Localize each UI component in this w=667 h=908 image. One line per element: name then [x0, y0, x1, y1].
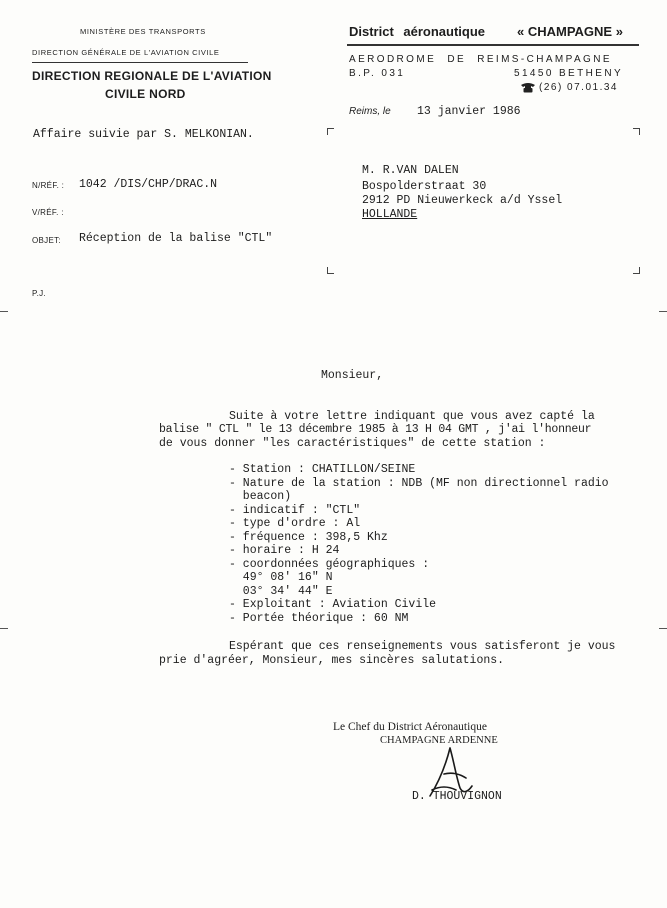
list-item: - Portée théorique : 60 NM	[229, 612, 409, 625]
district-rule	[347, 44, 639, 46]
paragraph-1-line-3: de vous donner "les caractéristiques" de cette station :	[159, 437, 546, 450]
place-label: Reims, le	[349, 106, 391, 117]
subject-label: OBJET:	[32, 236, 61, 245]
list-item: - type d'ordre : Al	[229, 517, 361, 530]
recipient-country: HOLLANDE	[362, 208, 418, 221]
list-item: - coordonnées géographiques :	[229, 558, 430, 571]
aerodrome-name: AERODROME DE REIMS-CHAMPAGNE	[349, 54, 612, 65]
fold-mark-left-bottom	[0, 628, 8, 629]
paragraph-1-line-1: Suite à votre lettre indiquant que vous avez capté la	[229, 410, 595, 423]
address-corner-bottom-left	[327, 267, 334, 274]
subject-value: Réception de la balise "CTL"	[79, 232, 273, 245]
direction-name: DIRECTION GÉNÉRALE DE L'AVIATION CIVILE	[32, 48, 220, 57]
regional-direction-line1: DIRECTION REGIONALE DE L'AVIATION	[32, 69, 272, 83]
list-item: - fréquence : 398,5 Khz	[229, 531, 388, 544]
list-item: - indicatif : "CTL"	[229, 504, 361, 517]
fold-mark-right-bottom	[659, 628, 667, 629]
your-reference-label: V/RÉF. :	[32, 208, 64, 217]
closing-line-1: Espérant que ces renseignements vous satisferont je vous	[229, 640, 616, 653]
paragraph-1-line-2: balise " CTL " le 13 décembre 1985 à 13 H 04 GMT , j'ai l'honneur	[159, 423, 592, 436]
list-item: 49° 08' 16" N	[229, 571, 333, 584]
signatory-name: D. THOUVIGNON	[412, 790, 502, 803]
followed-by: Affaire suivie par S. MELKONIAN.	[33, 128, 254, 141]
regional-direction-line2: CIVILE NORD	[105, 87, 186, 101]
address-corner-top-right	[633, 128, 640, 135]
list-item: - Station : CHATILLON/SEINE	[229, 463, 416, 476]
fold-mark-left-top	[0, 311, 8, 312]
list-item: beacon)	[229, 490, 292, 503]
recipient-city: 2912 PD Nieuwerkeck a/d Yssel	[362, 194, 563, 207]
phone-number: (26) 07.01.34	[539, 82, 618, 93]
signatory-district: CHAMPAGNE ARDENNE	[380, 735, 498, 746]
letter-date: 13 janvier 1986	[417, 105, 521, 118]
postal-code: 51450 BETHENY	[514, 68, 624, 79]
our-reference-label: N/RÉF. :	[32, 181, 65, 190]
list-item: 03° 34' 44" E	[229, 585, 333, 598]
address-corner-bottom-right	[633, 267, 640, 274]
ministry-name: MINISTÈRE DES TRANSPORTS	[80, 27, 206, 36]
closing-line-2: prie d'agréer, Monsieur, mes sincères salutations.	[159, 654, 505, 667]
salutation: Monsieur,	[321, 369, 384, 382]
district-name: « CHAMPAGNE »	[517, 24, 623, 39]
fold-mark-right-top	[659, 311, 667, 312]
our-reference-value: 1042 /DIS/CHP/DRAC.N	[79, 178, 218, 191]
attachments-label: P.J.	[32, 289, 46, 298]
list-item: - Nature de la station : NDB (MF non directionnel radio	[229, 477, 609, 490]
list-item: - Exploitant : Aviation Civile	[229, 598, 437, 611]
recipient-name: M. R.VAN DALEN	[362, 164, 459, 177]
district-label: District aéronautique	[349, 24, 486, 39]
telephone-icon	[520, 80, 536, 98]
list-item: - horaire : H 24	[229, 544, 340, 557]
header-rule	[32, 62, 248, 63]
signatory-title: Le Chef du District Aéronautique	[333, 721, 487, 733]
address-corner-top-left	[327, 128, 334, 135]
postal-box: B.P. 031	[349, 68, 406, 79]
recipient-street: Bospolderstraat 30	[362, 180, 487, 193]
